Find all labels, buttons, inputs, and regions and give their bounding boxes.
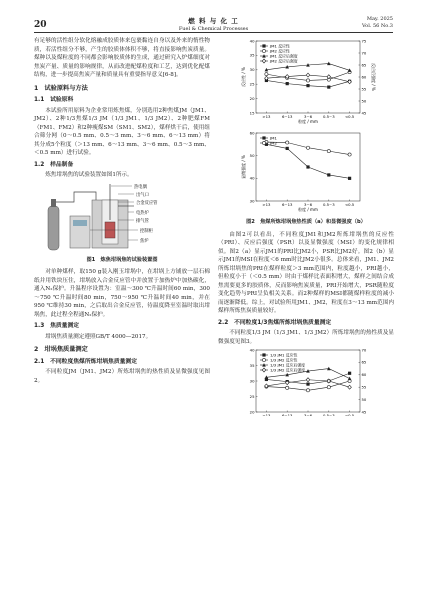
- y-tick-label: 60: [249, 129, 255, 135]
- legend-label: JM1: [270, 134, 277, 140]
- y-right-tick-label: 50: [361, 98, 367, 104]
- figure-2: [218, 37, 394, 218]
- procedure-paragraph: 对单种煤样，取150 g装入刚玉坩埚中，在坩埚上方铺放一层石棉纸并用铁块压住，坩埚放入合金反应管中并放置于加热炉中加热碳化，通入N₂保护。升温程序设置为：室温～300 ℃升温时间60 min，300～750 ℃升温时间80 min，750～950 ℃升温时间40 min，并在950 ℃维持30 min，之后取出合金反应管，待温度降至室温时取出坩埚焦，此过程全程通N₂保护。: [34, 269, 210, 318]
- legend-marker: [262, 59, 266, 63]
- left-column: [34, 37, 210, 385]
- y-right-tick-label: 45: [361, 110, 367, 116]
- data-point: [327, 149, 330, 152]
- y-tick-label: 25: [249, 81, 255, 87]
- y-tick-label: 40: [249, 38, 255, 44]
- label-cabinet: 控制柜: [140, 228, 153, 234]
- y-tick-label: 20: [249, 95, 255, 101]
- section-1-3-text: 坩埚焦质量测定遵照GB/T 4000—2017。: [45, 333, 152, 340]
- fig2-discussion: 由图2可以看出，不同粒度JM1和JM2所炼坩埚焦的反应性（PRI）、反应后强度（PSR）以及显微强度（MSI）的变化规律相似。图2（a）显示JM1的PRI比JM2小，PSR比JM2好。图2（b）显示JM1的MSI在粒度＜6 mm时比JM2小很多。总体来看，JM1、JM2所炼坩埚焦的PRI在煤样粒度＞3 mm范围内，粒度越小，PRI越小，但粒度小于（＜0.5 mm）时由于煤样比表面积增大，煤样之间结合成焦需要更多的胶质体，反而影响焦炭质量，PRI开始增大，PSR随粒度变化趋势与PRI呈负相关关系。而2种煤样的MSI都随煤样粒度的减小而逐渐降低。综上，对试验所用JM1、JM2，粒度在3～13 mm范围内煤样所炼焦炭质量较好。: [218, 231, 394, 314]
- x-axis-label: 粒度 / mm: [298, 119, 318, 124]
- label-reaction-tube: 合金反应管: [136, 200, 158, 206]
- x-tick-label: <0.5: [344, 201, 355, 207]
- y-right-tick-label: 75: [361, 38, 367, 44]
- data-point: [306, 165, 309, 168]
- legend-label: JM1 反应后强度: [270, 53, 298, 59]
- section-1-2-text: 炼焦坩埚焦的试验装置如图1所示。: [45, 172, 133, 178]
- cylinder-valve: [51, 199, 56, 207]
- journal-title-cn: 燃 料 与 化 工: [188, 17, 239, 25]
- x-tick-label: 6~13: [281, 114, 293, 119]
- data-point: [327, 75, 331, 79]
- y-tick-label: 50: [249, 152, 255, 158]
- y-axis-label: 显微强度 / %: [241, 154, 246, 179]
- legend-label: 1/3 JM2 反应后强度: [270, 367, 306, 373]
- data-point: [286, 82, 289, 85]
- data-point: [286, 146, 289, 149]
- y-tick-label: 30: [249, 378, 255, 384]
- issue-date: May. 2025: [366, 16, 393, 22]
- data-point: [306, 79, 309, 82]
- section-2-1-text: 不同粒度JM（JM1、JM2）所炼坩埚焦的热性质及显微强度见图2。: [34, 369, 210, 384]
- x-tick-label: 6~13: [281, 201, 293, 207]
- label-furnace: 电热炉: [136, 210, 149, 216]
- data-point: [306, 389, 309, 392]
- section-1-2-heading: 1.2 样品制备: [34, 161, 74, 168]
- x-tick-label: >13: [262, 201, 271, 207]
- data-point: [348, 372, 351, 375]
- x-axis-label: 粒度 / mm: [298, 206, 318, 212]
- figure-2-caption: 图2 焦煤所炼坩埚焦热性质（a）和显微强度（b）: [246, 219, 366, 225]
- legend-marker: [262, 44, 265, 47]
- section-2-heading: 2 坩埚焦质量测定: [34, 346, 88, 353]
- y-right-tick-label: 45: [361, 409, 367, 415]
- x-tick-label: 6~13: [281, 413, 293, 416]
- header-rule: [34, 32, 393, 33]
- data-point: [306, 84, 309, 87]
- y-right-tick-label: 55: [361, 384, 367, 390]
- legend-label: 1/3 JM2 反应性: [270, 357, 298, 363]
- y-right-tick-label: 70: [361, 50, 367, 56]
- y-right-axis-label: 反应后强度 / %: [371, 63, 376, 91]
- x-tick-label: >13: [262, 114, 271, 119]
- legend-marker: [262, 49, 265, 52]
- y-tick-label: 40: [249, 347, 255, 353]
- legend-label: JM2 反应性: [270, 48, 290, 54]
- y-tick-label: 20: [249, 409, 255, 415]
- right-column: [218, 37, 394, 420]
- x-tick-label: 0.5~3: [322, 114, 335, 119]
- x-tick-label: 3~6: [303, 413, 313, 416]
- x-tick-label: <0.5: [344, 114, 355, 119]
- apparatus-diagram: [34, 180, 210, 256]
- data-point: [348, 377, 352, 381]
- x-tick-label: >13: [262, 413, 271, 416]
- legend-marker: [262, 358, 265, 361]
- chart-fig2b: [218, 129, 394, 215]
- cabinet-display: [73, 220, 87, 226]
- data-point: [327, 386, 330, 389]
- data-point: [348, 385, 352, 389]
- data-point: [327, 173, 330, 176]
- y-tick-label: 30: [249, 197, 255, 203]
- issue-volume: Vol. 56 No.3: [362, 23, 393, 29]
- y-right-tick-label: 65: [361, 62, 367, 68]
- legend-label: JM2 反应后强度: [270, 58, 298, 64]
- label-oven: 焦炉: [140, 238, 149, 244]
- section-2-1-heading: 2.1 不同粒度焦煤所炼坩埚焦质量测定: [34, 358, 138, 365]
- page-number: 20: [34, 20, 47, 30]
- y-tick-label: 30: [249, 67, 255, 73]
- gas-cylinder: [48, 206, 59, 250]
- legend-label: JM1 反应性: [270, 43, 290, 49]
- x-tick-label: 3~6: [303, 201, 313, 207]
- chart-fig3a: [218, 346, 394, 416]
- label-thermocouple: 热电偶: [134, 184, 147, 190]
- x-tick-label: 0.5~3: [322, 201, 335, 207]
- y-tick-label: 35: [249, 52, 255, 58]
- x-tick-label: 0.5~3: [322, 413, 335, 416]
- legend-marker: [262, 353, 265, 356]
- data-point: [306, 146, 309, 149]
- gas-pipe: [56, 192, 96, 202]
- y-right-tick-label: 50: [361, 396, 367, 402]
- data-point: [306, 73, 310, 77]
- y-right-tick-label: 55: [361, 86, 367, 92]
- legend-label: 1/3 JM1 反应后强度: [270, 362, 306, 368]
- legend-marker: [262, 368, 266, 372]
- data-point: [306, 383, 309, 386]
- y-right-tick-label: 60: [361, 74, 367, 80]
- issue-info: [362, 16, 393, 30]
- y-right-tick-label: 70: [361, 347, 367, 353]
- legend-marker: [262, 141, 265, 144]
- section-1-1-text: 本试验所用原料为企业常用炼焦煤，分别选用2种焦煤JM（JM1、JM2）、2种1/3焦煤1/3 JM（1/3 JM1、1/3 JM2）、2种肥煤FM（FM1、FM2）和2种瘦煤SM（SM1、SM2），煤样烘干后，使用组合筛分网（0～0.5 mm、0.5～3 mm、3～6 mm、6～13 mm）将其分成5个粒度（＞13 mm、6～13 mm、3～6 mm、0.5～3 mm、＜0.5 mm）进行试验。: [34, 107, 210, 156]
- section-2-2-text: 不同粒度1/3 JM（1/3 JM1、1/3 JM2）所炼坩埚焦的热性质及显微强度见图3。: [218, 330, 394, 345]
- chart-fig2a: [218, 37, 394, 125]
- x-tick-label: <0.5: [344, 413, 355, 416]
- legend-label: JM2: [270, 139, 277, 145]
- y-right-tick-label: 65: [361, 359, 367, 365]
- figure-1: [34, 180, 210, 256]
- data-point: [348, 152, 351, 155]
- data-point: [327, 85, 330, 88]
- legend-marker: [262, 136, 265, 139]
- section-1-3-heading: 1.3 焦质量测定: [34, 323, 80, 329]
- y-tick-label: 40: [249, 175, 255, 181]
- y-right-tick-label: 60: [361, 372, 367, 378]
- data-point: [286, 386, 289, 389]
- y-tick-label: 15: [249, 110, 255, 116]
- section-2-2-heading: 2.2 不同粒度1/3焦煤所炼坩埚焦质量测定: [218, 319, 332, 326]
- intro-paragraph: 有足够的活性组分软化熔融成胶质体来包裹黏连自身以及外来的惰性物质，若活性组分不够，产生的胶质体体积不够，将直接影响焦炭质量。煤种以及煤粒度的不同都会影响胶质体的生成，通过研究入炉煤细度对焦炭产量、质量的影响规律，从而改进配煤粒度和工艺，达到优化配煤结构，进一步提高焦炭产量和质量具有重要指导意义[6-8]。: [34, 38, 210, 78]
- data-point: [286, 140, 289, 143]
- label-gas-outlet: 出气口: [136, 192, 149, 198]
- figure-1-caption: 图1 炼焦坩埚焦的试验装置图: [86, 256, 158, 263]
- section-1-1-heading: 1.1 试验原料: [34, 97, 74, 103]
- y-tick-label: 25: [249, 393, 255, 399]
- label-exhaust: 排气管: [136, 218, 149, 224]
- journal-title-en: Fuel & Chemical Processes: [178, 26, 249, 32]
- data-point: [265, 73, 268, 76]
- y-tick-label: 35: [249, 362, 255, 368]
- legend-label: 1/3 JM1 反应性: [270, 352, 298, 358]
- data-point: [306, 378, 310, 382]
- section-1-heading: 1 试验原料与方法: [34, 84, 88, 92]
- x-tick-label: 3~6: [303, 114, 313, 119]
- y-axis-label: 反应性 / %: [241, 67, 246, 87]
- data-point: [348, 176, 351, 179]
